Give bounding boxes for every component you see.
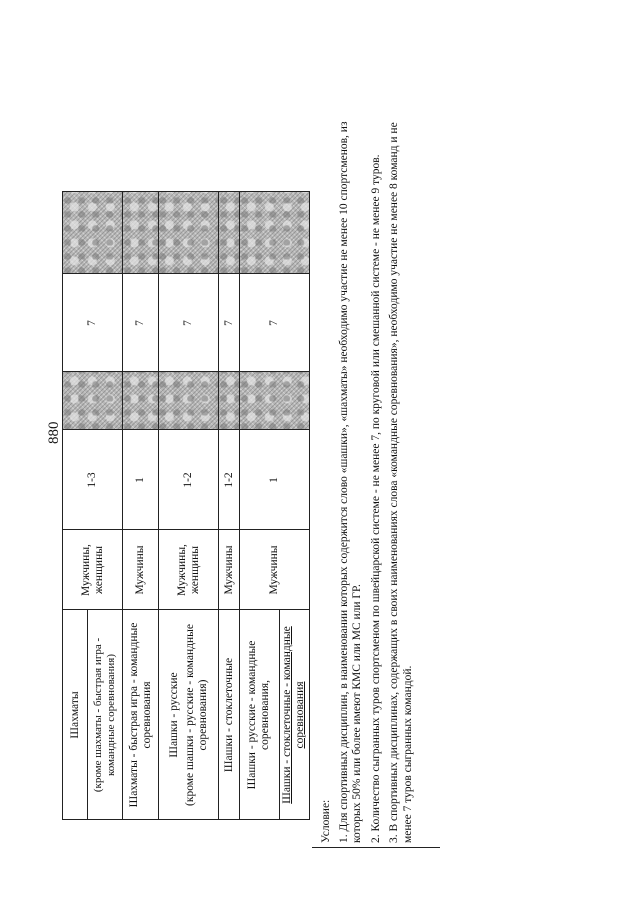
row2-sex: Мужчины xyxy=(123,530,158,610)
conditions-heading: Условие: xyxy=(320,799,332,843)
row5-title2: Шашки - стоклеточные - командные соревнования xyxy=(281,626,307,804)
rotated-page-content xyxy=(62,86,440,848)
row1-shaded-cell xyxy=(63,372,123,430)
row4-sex: Мужчины xyxy=(219,530,240,610)
row2-places: 1 xyxy=(123,430,158,530)
left-margin-cell xyxy=(63,820,310,848)
row1-rounds: 7 xyxy=(63,274,123,372)
conditions-notes xyxy=(312,93,440,848)
row5-rounds: 7 xyxy=(240,274,310,372)
page-number: 880 xyxy=(46,421,62,444)
row5-shaded-cell-2 xyxy=(240,192,310,274)
row1-shaded-cell-2 xyxy=(63,192,123,274)
row5-title2-cell xyxy=(279,610,309,820)
row1-sex: Мужчины, женщины xyxy=(63,530,123,610)
row3-title-cell xyxy=(158,610,218,820)
row4-shaded-cell xyxy=(219,372,240,430)
row3-sex: Мужчины, женщины xyxy=(158,530,218,610)
row2-title: Шахматы - быстрая игра - командные соревнования xyxy=(123,610,158,820)
row4-places: 1-2 xyxy=(219,430,240,530)
row4-shaded-cell-2 xyxy=(219,192,240,274)
row2-rounds: 7 xyxy=(123,274,158,372)
row5-sex: Мужчины xyxy=(240,530,310,610)
row2-shaded-cell-2 xyxy=(123,192,158,274)
row1-places: 1-3 xyxy=(63,430,123,530)
row5-title: Шашки - русские - командные соревнования, xyxy=(240,610,280,820)
row3-places: 1-2 xyxy=(158,430,218,530)
right-blank-cell xyxy=(63,86,310,192)
row3-title: Шашки - русские xyxy=(167,672,180,758)
row1-subtitle: (кроме шахматы - быстрая игра - командные соревнования) xyxy=(88,610,123,820)
row4-rounds: 7 xyxy=(219,274,240,372)
row4-title: Шашки - стоклеточные xyxy=(219,610,240,820)
row3-shaded-cell-2 xyxy=(158,192,218,274)
row3-subtitle: (кроме шашки - русские - командные соревнования) xyxy=(183,624,209,806)
row5-places: 1 xyxy=(240,430,310,530)
row3-shaded-cell xyxy=(158,372,218,430)
row3-rounds: 7 xyxy=(158,274,218,372)
row5-shaded-cell xyxy=(240,372,310,430)
row1-title: Шахматы xyxy=(63,610,88,820)
condition-3: 3. В спортивных дисциплинах, содержащих в своих наименованиях слова «командные соревнования», необходимо участие не менее 8 команд и не менее 7 туров сыгранных командой. xyxy=(388,122,414,843)
row2-shaded-cell xyxy=(123,372,158,430)
condition-2: 2. Количество сыгранных туров спортсменом по швейцарской системе - не менее 7, по круговой или смешанной системе - не менее 9 туров. xyxy=(369,154,382,843)
condition-1: 1. Для спортивных дисциплин, в наименовании которых содержится слово «шашки», «шахматы» необходимо участие не менее 10 спортсменов, из которых 50% или более имеют КМС или МС или ГР. xyxy=(337,121,363,843)
qualification-table xyxy=(62,86,310,848)
